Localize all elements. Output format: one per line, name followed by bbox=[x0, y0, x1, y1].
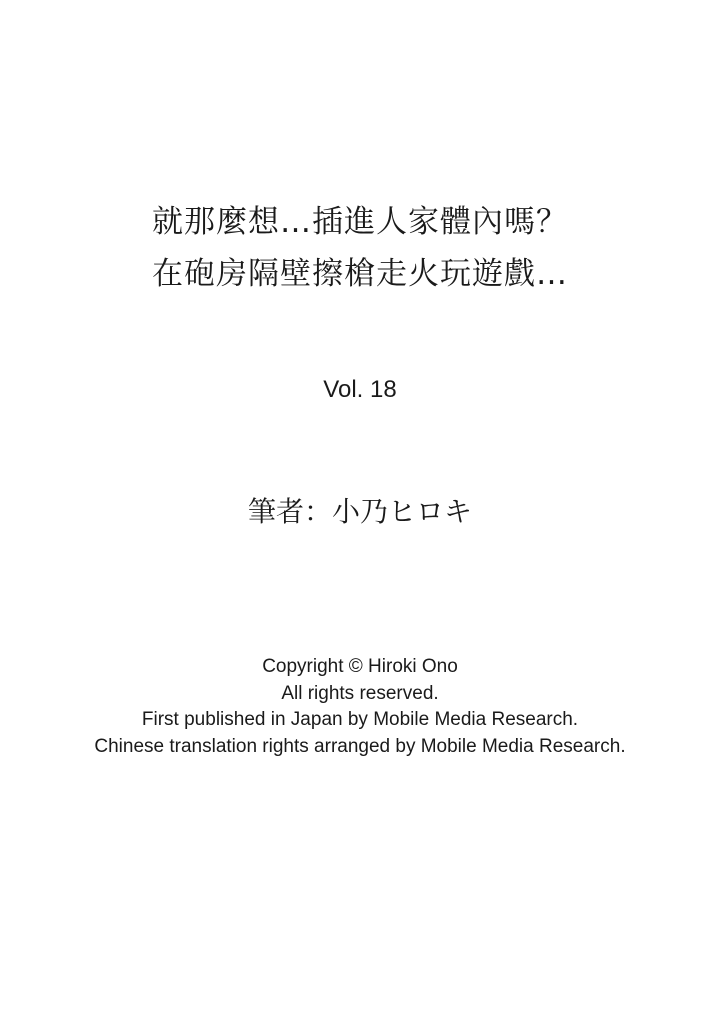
title-line-2: 在砲房隔壁擦槍走火玩遊戲… bbox=[152, 256, 568, 292]
title-line-1: 就那麼想…插進人家體內嗎？ bbox=[152, 204, 568, 240]
volume-number: Vol. 18 bbox=[323, 376, 397, 403]
copyright-line-1: Copyright © Hiroki Ono bbox=[262, 656, 458, 677]
book-title bbox=[0, 196, 720, 300]
copyright-line-3: First published in Japan by Mobile Media Research. bbox=[141, 709, 579, 730]
author-credit: 筆者：小乃ヒロキ bbox=[247, 495, 472, 528]
copyright-line-2: All rights reserved. bbox=[281, 682, 439, 704]
copyright-line-4: Chinese translation rights arranged by Mobile Media Research. bbox=[94, 735, 626, 757]
copyright-notice bbox=[0, 654, 720, 760]
